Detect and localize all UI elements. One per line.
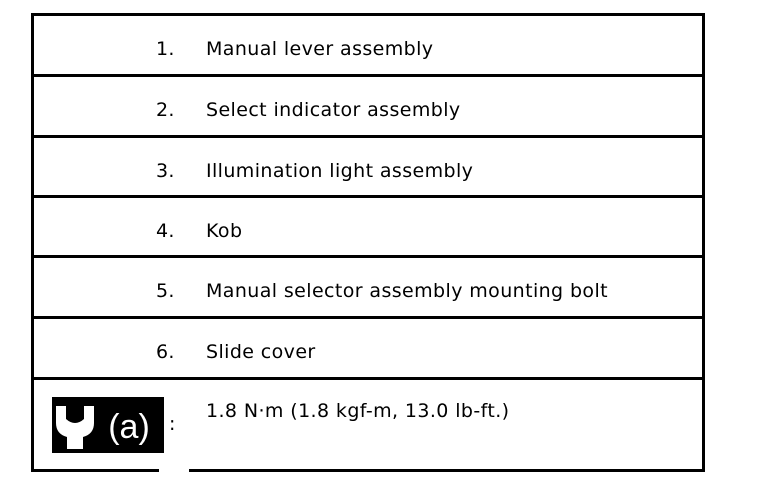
legend-row bbox=[34, 16, 702, 77]
legend-row bbox=[34, 198, 702, 258]
item-label: Kob bbox=[206, 220, 243, 242]
item-number: 1. bbox=[156, 38, 175, 60]
torque-spec-row bbox=[34, 380, 702, 469]
item-label: Select indicator assembly bbox=[206, 99, 461, 121]
legend-row bbox=[34, 258, 702, 319]
item-number: 3. bbox=[156, 160, 175, 182]
item-number: 2. bbox=[156, 99, 175, 121]
parts-legend-table bbox=[31, 13, 705, 472]
legend-row bbox=[34, 319, 702, 380]
item-number: 5. bbox=[156, 280, 175, 302]
torque-value: 1.8 N·m (1.8 kgf-m, 13.0 lb-ft.) bbox=[206, 400, 510, 422]
item-label: Manual lever assembly bbox=[206, 38, 434, 60]
legend-row bbox=[34, 77, 702, 138]
border-gap bbox=[159, 469, 189, 472]
item-label: Manual selector assembly mounting bolt bbox=[206, 280, 608, 302]
torque-separator: : bbox=[169, 413, 176, 435]
torque-symbol-letter: (a) bbox=[108, 408, 150, 446]
item-label: Illumination light assembly bbox=[206, 160, 474, 182]
item-number: 4. bbox=[156, 220, 175, 242]
item-number: 6. bbox=[156, 341, 175, 363]
tightening-torque-icon bbox=[52, 397, 164, 453]
legend-row bbox=[34, 138, 702, 198]
item-label: Slide cover bbox=[206, 341, 316, 363]
